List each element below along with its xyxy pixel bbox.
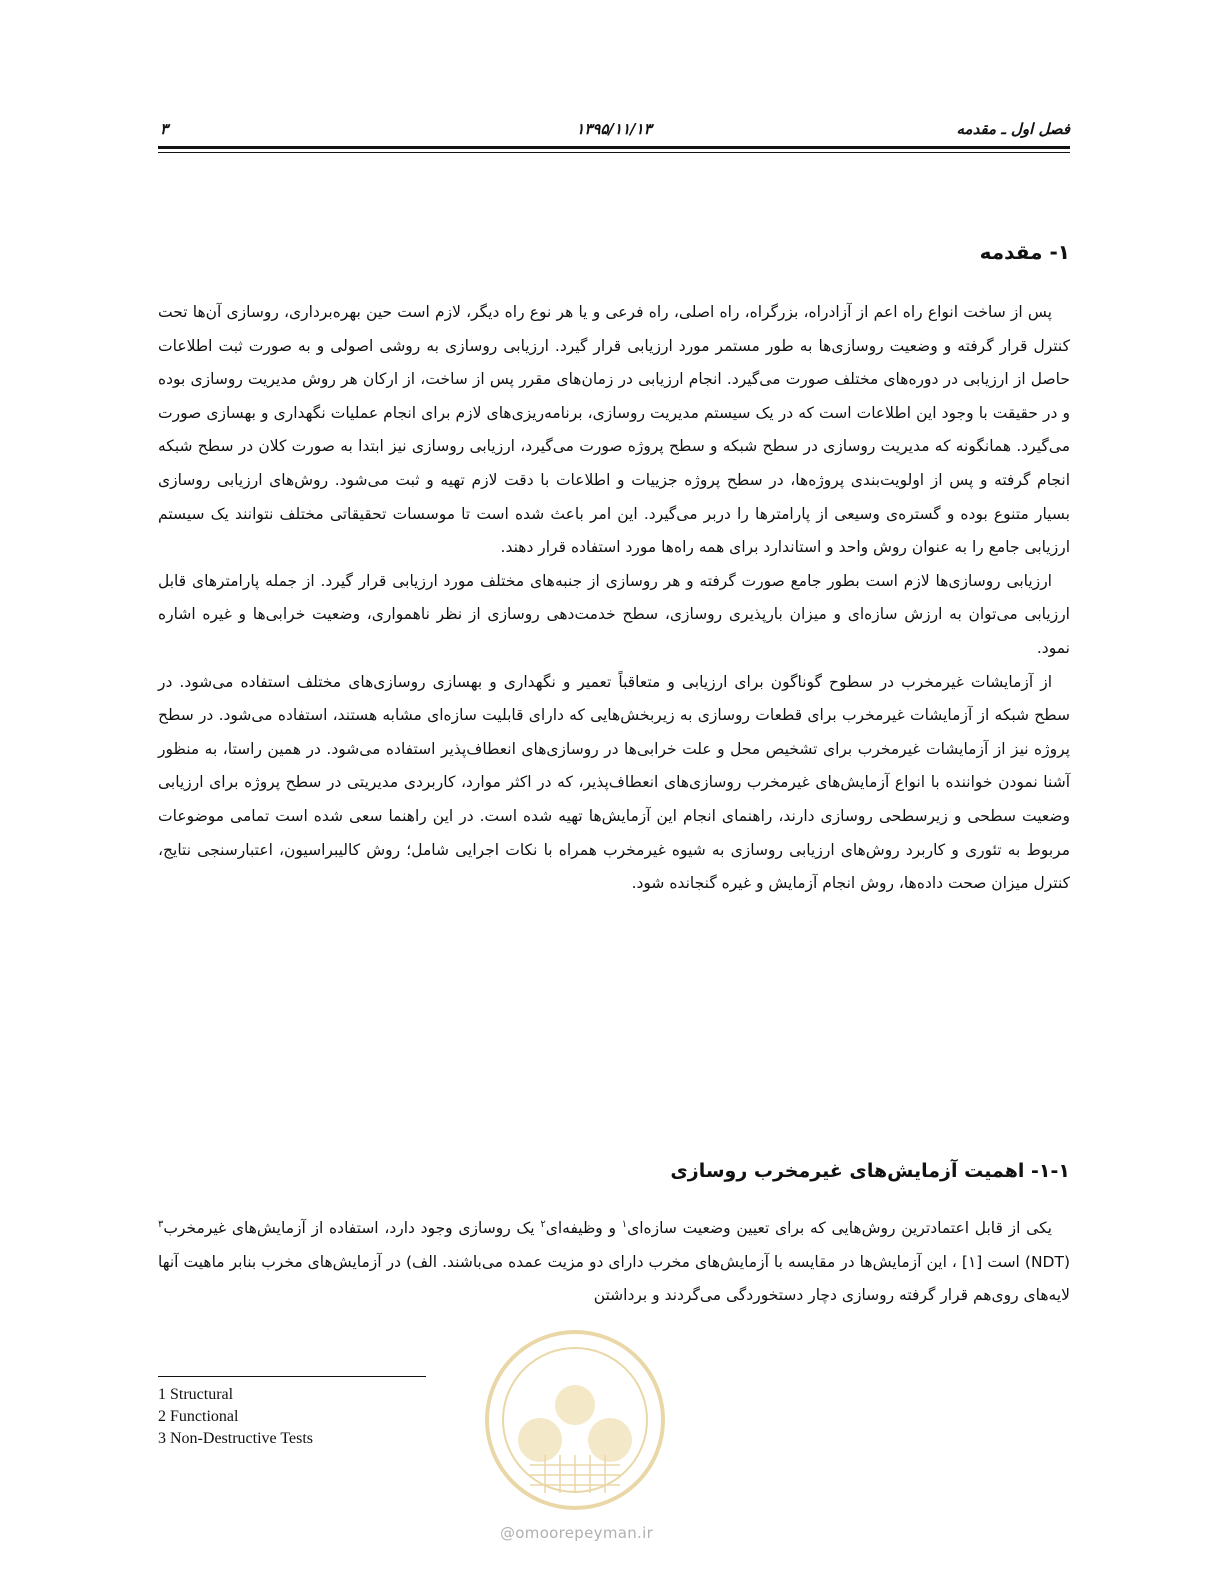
- section-body-introduction: [158, 296, 1070, 901]
- footnote-ref: ۲: [540, 1218, 546, 1230]
- footnote-ref: ۳: [158, 1218, 164, 1230]
- footnote-item: 2 Functional: [158, 1408, 239, 1425]
- text-run: و وظیفه‌ای: [545, 1219, 622, 1237]
- paragraph: [158, 1212, 1070, 1313]
- text-run: (NDT) است [۱] ، این آزمایش‌ها در مقایسه با آزمایش‌های مخرب دارای دو مزیت عمده می‌باشند. الف) در آزمایش‌های مخرب بنابر ماهیت آنها لایه‌های روی‌هم قرار گرفته روسازی دچار دستخوردگی می‌گردند و برداشتن: [158, 1252, 1070, 1305]
- paragraph: پس از ساخت انواع راه اعم از آزادراه، بزرگراه، راه اصلی، راه فرعی و یا هر نوع راه دیگر، لازم است حین بهره‌برداری، روسازی آن‌ها تحت کنترل قرار گرفته و وضعیت روسازی‌ها به طور مستمر مورد ارزیابی قرار گیرد. ارزیابی روسازی به روشی اصولی و به صورت ثبت اطلاعات حاصل از ارزیابی در دوره‌های مختلف صورت می‌گیرد. انجام ارزیابی در زمان‌های مقرر پس از ساخت، از ارکان هر روش مدیریت روسازی بوده و در حقیقت با وجود این اطلاعات است که در یک سیستم مدیریت روسازی، برنامه‌ریزی‌های لازم برای انجام عملیات نگهداری و بهسازی صورت می‌گیرد. همانگونه که مدیریت روسازی در سطح شبکه و سطح پروژه صورت می‌گیرد، ارزیابی روسازی نیز ابتدا به صورت کلان در سطح شبکه انجام گرفته و پس از اولویت‌بندی پروژه‌ها، در سطح پروژه جزییات و اطلاعات با دقت لازم تهیه و ثبت می‌شود. روش‌های ارزیابی روسازی بسیار متنوع بوده و گستره‌ی وسیعی از پارامترها را دربر می‌گیرد. این امر باعث شده است تا موسسات تحقیقاتی مختلف نتوانند یک سیستم ارزیابی جامع را به عنوان روش واحد و استاندارد برای همه راه‌ها مورد استفاده قرار دهند.: [158, 303, 1070, 557]
- footnote-ref: ۱: [621, 1218, 628, 1230]
- footnote-item: 1 Structural: [158, 1386, 234, 1403]
- section-heading-introduction: ۱- مقدمه: [979, 240, 1070, 264]
- footnote-separator: [158, 1376, 426, 1377]
- section-body-ndt-importance: [158, 1212, 1070, 1313]
- footnote-item: 3 Non-Destructive Tests: [158, 1430, 313, 1447]
- section-heading-ndt-importance: ۱-۱- اهمیت آزمایش‌های غیرمخرب روسازی: [670, 1160, 1070, 1182]
- chapter-title: فصل اول ـ مقدمه: [956, 120, 1070, 138]
- page-number: ۳: [160, 120, 169, 138]
- watermark-seal-icon: [480, 1325, 670, 1515]
- paragraph: از آزمایشات غیرمخرب در سطوح گوناگون برای ارزیابی و متعاقباً تعمیر و نگهداری و بهسازی روسازی‌های مختلف استفاده می‌شود. در سطح شبکه از آزمایشات غیرمخرب برای قطعات روسازی به زیربخش‌هایی که دارای قابلیت سازه‌ای مشابه هستند، استفاده می‌شود. در سطح پروژه نیز از آزمایشات غیرمخرب برای تشخیص محل و علت خرابی‌ها در روسازی‌های انعطاف‌پذیر استفاده می‌شود. در همین راستا، به منظور آشنا نمودن خواننده با انواع آزمایش‌های غیرمخرب روسازی‌های انعطاف‌پذیر، که در اکثر موارد، کاربردی مدیریتی در سطح پروژه برای ارزیابی وضعیت سطحی و زیرسطحی روسازی دارند، راهنمای انجام این آزمایش‌ها تهیه شده است. در این راهنما سعی شده است تمامی موضوعات مربوط به تئوری و کاربرد روش‌های ارزیابی روسازی به شیوه غیرمخرب همراه با نکات اجرایی شامل؛ روش کالیبراسیون، اعتبارسنجی نتایج، کنترل میزان صحت داده‌ها، روش انجام آزمایش و غیره گنجانده شود.: [158, 672, 1070, 893]
- header-rule-thick: [158, 146, 1070, 149]
- watermark-text: @omoorepeyman.ir: [500, 1524, 654, 1542]
- text-run: یک روسازی وجود دارد، استفاده از آزمایش‌های غیرمخرب: [163, 1219, 541, 1237]
- footnotes: [158, 1384, 313, 1450]
- paragraph: ارزیابی روسازی‌ها لازم است بطور جامع صورت گرفته و هر روسازی از جنبه‌های مختلف مورد ارزیابی قرار گیرد. از جمله پارامترهای قابل ارزیابی می‌توان به ارزش سازه‌ای و میزان بارپذیری روسازی، سطح خدمت‌دهی روسازی از نظر ناهمواری، وضعیت خرابی‌ها و غیره اشاره نمود.: [158, 571, 1070, 657]
- text-run: یکی از قابل اعتمادترین روش‌هایی که برای تعیین وضعیت سازه‌ای: [627, 1219, 1052, 1237]
- page-header: [158, 118, 1070, 148]
- header-rule-thin: [158, 152, 1070, 153]
- header-date: ۱۳۹۵/۱۱/۱۳: [576, 120, 652, 138]
